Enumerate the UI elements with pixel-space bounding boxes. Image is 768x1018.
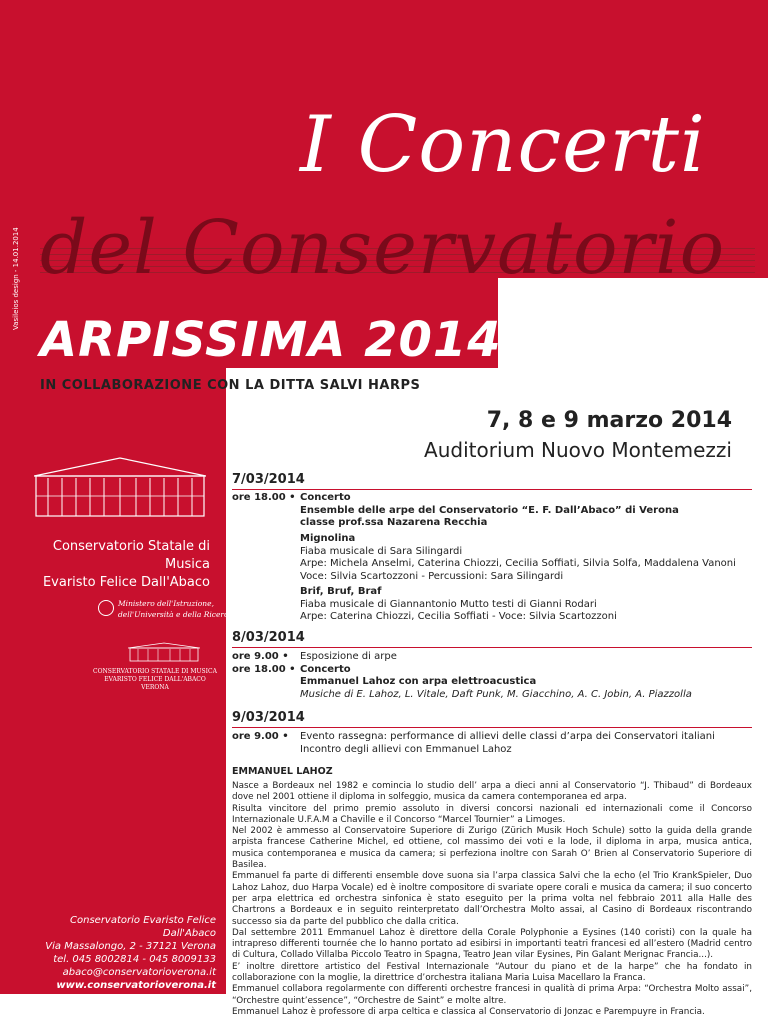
day-heading-3: 9/03/2014 xyxy=(232,710,752,728)
address-website[interactable]: www.conservatorioverona.it xyxy=(56,980,216,991)
bio-paragraph: Emmanuel Lahoz è professore di arpa celtica e classica al Conservatorio di Jonzac e Parempuyre in Francia. xyxy=(232,1006,705,1017)
script-title-line1: I Concerti xyxy=(300,100,706,190)
address-line3: tel. 045 8002814 - 045 8009133 xyxy=(53,954,216,965)
conservatory-logo-text xyxy=(90,668,220,692)
event-venue: Auditorium Nuovo Montemezzi xyxy=(424,438,732,462)
contact-address xyxy=(16,914,216,992)
event-time: ore 18.00 • xyxy=(232,663,296,675)
event-line: Fiaba musicale di Giannantonio Mutto testi di Gianni Rodari xyxy=(300,598,597,610)
script-title-line2: del Conservatorio xyxy=(40,205,726,291)
address-line2: Via Massalongo, 2 - 37121 Verona xyxy=(45,941,216,952)
event-body xyxy=(300,731,760,756)
logo-text-line1: CONSERVATORIO STATALE DI MUSICA xyxy=(93,668,217,675)
event-title: Mignolina xyxy=(300,533,356,544)
ministry-line2: dell'Università e della Ricerca xyxy=(118,610,233,619)
event-time: ore 9.00 • xyxy=(232,651,289,662)
event-title: Concerto xyxy=(300,492,351,503)
event-line: Musiche di E. Lahoz, L. Vitale, Daft Punk, M. Giacchino, A. C. Jobin, A. Piazzolla xyxy=(300,688,692,700)
conservatory-logo-icon xyxy=(128,642,200,662)
bio-paragraph: Nasce a Bordeaux nel 1982 e comincia lo studio dell’ arpa a dieci anni al Conservatorio “J. Thibaud” di Bordeaux dove nel 2001 ottiene il diploma in solfeggio, musica da camera contemporanea ed arpa. xyxy=(232,781,752,803)
conservatory-name-line2: Evaristo Felice Dall'Abaco xyxy=(42,575,210,590)
conservatory-name-line1: Conservatorio Statale di Musica xyxy=(52,539,210,572)
bio-heading: EMMANUEL LAHOZ xyxy=(232,766,333,777)
event-time: ore 18.00 • xyxy=(232,492,296,503)
day-heading-1: 7/03/2014 xyxy=(232,472,752,490)
collaboration-line: IN COLLABORAZIONE CON LA DITTA SALVI HARPS xyxy=(40,378,421,393)
event-line: Arpe: Caterina Chiozzi, Cecilia Soffiati - Voce: Silvia Scartozzoni xyxy=(300,611,617,622)
address-email[interactable]: abaco@conservatorioverona.it xyxy=(62,967,216,978)
conservatory-building-icon xyxy=(34,454,206,518)
event-title: Concerto xyxy=(300,663,351,675)
event-body xyxy=(300,586,760,624)
event-time: ore 9.00 • xyxy=(232,731,289,742)
event-title: Evento rassegna: performance di allievi delle classi d’arpa dei Conservatori italiani xyxy=(300,731,715,742)
ministry-emblem-icon xyxy=(98,600,114,616)
event-line: Arpe: Michela Anselmi, Caterina Chiozzi, Cecilia Soffiati, Silvia Solfa, Maddalena Vanoni xyxy=(300,558,736,569)
bio-text xyxy=(232,781,752,1018)
design-credit: Vasileios design - 14.01.2014 xyxy=(12,227,20,330)
bio-paragraph: Risulta vincitore del primo premio assoluto in diversi concorsi nazionali ed internazionali come il Concorso Internazionale U.F.A.M a Chaville e il Concorso “Marcel Tournier” a Limoges. xyxy=(232,803,752,825)
address-line1: Conservatorio Evaristo Felice Dall'Abaco xyxy=(70,915,216,939)
bio-paragraph: Emmanuel fa parte di differenti ensemble dove suona sia l’arpa classica Salvi che la echo (el Trio KrankSpieler, Duo Lahoz Lahoz, duo Harpa Vocale) ed è inoltre compositore di svariate opere corali e musica da camera; il suo concerto per arpa elettrica ed orchestra sinfonica è stato eseguito per la prima volta nel febbraio 2011 alla Halle des Chartrons a Bordeaux e in seguito reinterpretato dall’Orchestra Molto assai, al Casino di Bordeaux riscontrando successo sia da parte del pubblico che dalla critica. xyxy=(232,871,752,927)
event-body xyxy=(300,533,760,583)
logo-text-line2: EVARISTO FELICE DALL'ABACO xyxy=(104,676,206,683)
ministry-label xyxy=(118,598,238,620)
event-body xyxy=(300,664,760,702)
event-line: Incontro degli allievi con Emmanuel Lahoz xyxy=(300,743,512,755)
day-heading-2: 8/03/2014 xyxy=(232,630,752,648)
event-title: Esposizione di arpe xyxy=(300,651,397,662)
bio-paragraph: Nel 2002 è ammesso al Conservatoire Superiore di Zurigo (Zürich Musik Hoch Schule) sotto la guida della grande arpista francese Catherine Michel, ed ottiene, col massimo dei voti e la lode, il diploma in arpa, musica antica, musica contemporanea e musica da camera; si perfeziona inoltre con Sarah O’ Brien al Conservatorio Superiore di Basilea. xyxy=(232,826,752,871)
event-body xyxy=(300,492,760,530)
event-dates: 7, 8 e 9 marzo 2014 xyxy=(486,408,732,433)
bio-paragraph: E’ inoltre direttore artistico del Festival Internazionale “Autour du piano et de la harpe” che ha fondato in collaborazione con la moglie, la direttrice d’orchestra italiana Maria Luisa Macellaro la Franca. xyxy=(232,961,752,984)
logo-text-line3: VERONA xyxy=(141,684,169,691)
event-title: Brif, Bruf, Braf xyxy=(300,586,382,597)
event-line: Voce: Silvia Scartozzoni - Percussioni: Sara Silingardi xyxy=(300,570,564,582)
bio-paragraph: Dal settembre 2011 Emmanuel Lahoz è direttore della Corale Polyphonie a Eysines (140 coristi) con la quale ha intrapreso differenti tournée che lo hanno portato ad esibirsi in importanti teatri francesi ed all’estero (Madrid centro di Cultura, Collado Villalba Piccolo Teatro in Spagna, Teatro Jean vilar Eysines, Pin Galant Merignac Francia...). xyxy=(232,927,752,961)
event-line: Emmanuel Lahoz con arpa elettroacustica xyxy=(300,676,537,687)
conservatory-name xyxy=(16,538,210,592)
ministry-line1: Ministero dell'Istruzione, xyxy=(118,599,214,608)
event-line: classe prof.ssa Nazarena Recchia xyxy=(300,517,488,528)
bio-paragraph: Emmanuel collabora regolarmente con differenti orchestre francesi in qualità di prima Arpa: “Orchestra Molto assai”, “Orchestre quint’essence”, “Orchestre de Saint” e molte altre. xyxy=(232,984,752,1006)
event-line: Fiaba musicale di Sara Silingardi xyxy=(300,545,463,557)
event-line: Ensemble delle arpe del Conservatorio “E. F. Dall’Abaco” di Verona xyxy=(300,504,679,516)
event-title: ARPISSIMA 2014 xyxy=(40,312,502,368)
